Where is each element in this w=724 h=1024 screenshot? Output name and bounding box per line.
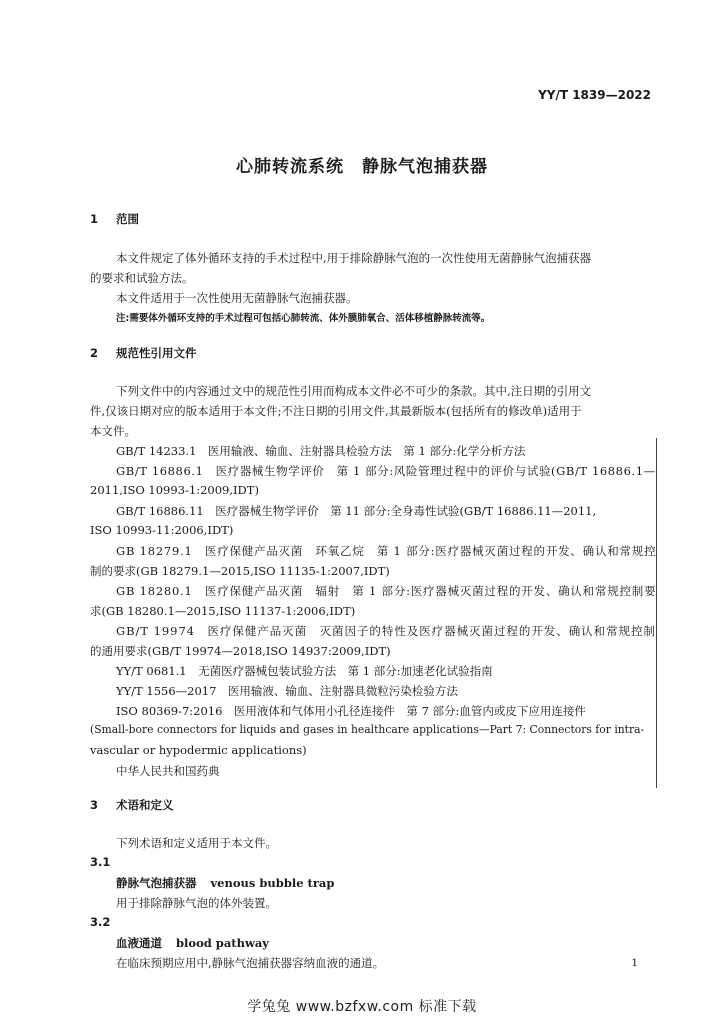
term-3-1-en: venous bubble trap xyxy=(210,876,335,890)
term-3-2-en: blood pathway xyxy=(176,936,269,950)
reference-gbt-19974-line-1: GB/T 19974 医疗保健产品灭菌 灭菌因子的特性及医疗器械灭菌过程的开发、确认和常规控制 xyxy=(116,624,656,638)
reference-iso-80369-7-line-1: ISO 80369-7:2016 医用液体和气体用小孔径连接件 第 7 部分:血管内或皮下应用连接件 xyxy=(116,704,586,718)
reference-yyt-0681-1: YY/T 0681.1 无菌医疗器械包装试验方法 第 1 部分:加速老化试验指南 xyxy=(116,664,493,678)
scope-paragraph-2: 本文件适用于一次性使用无菌静脉气泡捕获器。 xyxy=(116,291,358,305)
term-3-1-cn: 静脉气泡捕获器 xyxy=(116,876,197,890)
scope-note: 注:需要体外循环支持的手术过程可包括心肺转流、体外膜肺氧合、活体移植静脉转流等。 xyxy=(116,313,491,324)
reference-pharmacopoeia: 中华人民共和国药典 xyxy=(116,764,220,778)
term-3-1-number: 3.1 xyxy=(90,855,111,869)
page-number: 1 xyxy=(631,957,638,969)
reference-gb-18279-1-line-1: GB 18279.1 医疗保健产品灭菌 环氧乙烷 第 1 部分:医疗器械灭菌过程的开发、确认和常规控 xyxy=(116,544,657,558)
references-intro-line-1: 下列文件中的内容通过文中的规范性引用而构成本文件必不可少的条款。其中,注日期的引用文 xyxy=(116,384,592,398)
reference-gbt-19974-line-2: 的通用要求(GB/T 19974—2018,ISO 14937:2009,IDT) xyxy=(90,644,391,658)
reference-gbt-16886-1-line-2: 2011,ISO 10993-1:2009,IDT) xyxy=(90,483,259,497)
section-3-title: 术语和定义 xyxy=(116,798,174,812)
watermark-footer: 学兔兔 www.bzfxw.com 标准下载 xyxy=(247,999,477,1015)
section-3-number: 3 xyxy=(90,798,99,812)
reference-gb-18280-1-line-1: GB 18280.1 医疗保健产品灭菌 辐射 第 1 部分:医疗器械灭菌过程的开发、确认和常规控制要 xyxy=(116,584,657,598)
term-3-1 xyxy=(116,875,334,891)
term-3-2 xyxy=(116,935,269,951)
section-2-heading xyxy=(90,345,197,361)
references-intro-line-2: 件,仅该日期对应的版本适用于本文件;不注日期的引用文件,其最新版本(包括所有的修改单)适用于 xyxy=(90,404,582,418)
references-intro-line-3: 本文件。 xyxy=(90,424,136,438)
reference-gb-18280-1-line-2: 求(GB 18280.1—2015,ISO 11137-1:2006,IDT) xyxy=(90,604,356,618)
reference-gbt-14233-1: GB/T 14233.1 医用输液、输血、注射器具检验方法 第 1 部分:化学分析方法 xyxy=(116,444,526,458)
term-3-1-definition: 用于排除静脉气泡的体外装置。 xyxy=(116,896,277,910)
reference-iso-80369-7-line-3: vascular or hypodermic applications) xyxy=(90,743,307,757)
term-3-2-definition: 在临床预期应用中,静脉气泡捕获器容纳血液的通道。 xyxy=(116,956,385,970)
section-1-heading xyxy=(90,211,139,227)
scope-paragraph-1-line-2: 的要求和试验方法。 xyxy=(90,271,194,285)
term-3-2-number: 3.2 xyxy=(90,915,111,929)
reference-iso-80369-7-line-2: (Small-bore connectors for liquids and gases in healthcare applications—Part 7: Connectors for intra- xyxy=(90,723,645,736)
section-2-number: 2 xyxy=(90,346,99,360)
section-1-title: 范围 xyxy=(116,212,139,226)
section-1-number: 1 xyxy=(90,212,99,226)
reference-gb-18279-1-line-2: 制的要求(GB 18279.1—2015,ISO 11135-1:2007,IDT) xyxy=(90,564,390,578)
reference-gbt-16886-11-line-1: GB/T 16886.11 医疗器械生物学评价 第 11 部分:全身毒性试验(GB/T 16886.11—2011, xyxy=(116,504,597,518)
document-number: YY/T 1839—2022 xyxy=(538,88,651,102)
revision-change-bar xyxy=(656,438,657,788)
term-3-2-cn: 血液通道 xyxy=(116,936,162,950)
section-3-heading xyxy=(90,797,174,813)
terms-intro: 下列术语和定义适用于本文件。 xyxy=(116,836,277,850)
document-title: 心肺转流系统 静脉气泡捕获器 xyxy=(236,157,488,177)
section-2-title: 规范性引用文件 xyxy=(116,346,197,360)
reference-gbt-16886-11-line-2: ISO 10993-11:2006,IDT) xyxy=(90,523,234,537)
reference-yyt-1556: YY/T 1556—2017 医用输液、输血、注射器具微粒污染检验方法 xyxy=(116,684,458,698)
reference-gbt-16886-1-line-1: GB/T 16886.1 医疗器械生物学评价 第 1 部分:风险管理过程中的评价与试验(GB/T 16886.1— xyxy=(116,464,656,478)
scope-paragraph-1-line-1: 本文件规定了体外循环支持的手术过程中,用于排除静脉气泡的一次性使用无菌静脉气泡捕获器 xyxy=(116,251,592,265)
